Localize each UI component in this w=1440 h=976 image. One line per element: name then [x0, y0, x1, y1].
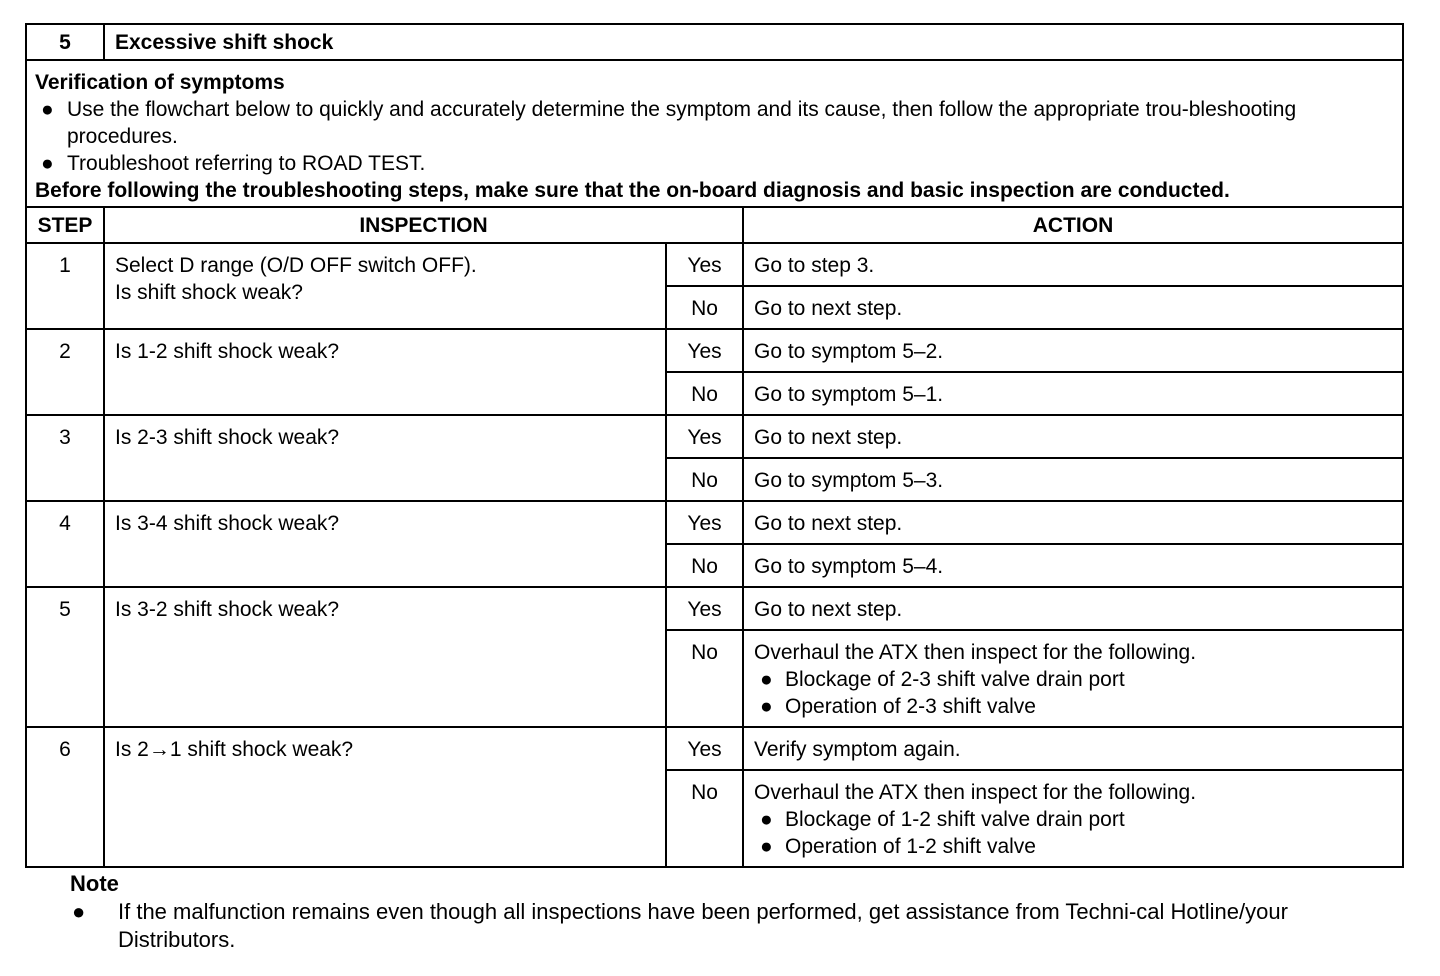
- yes-action: Go to step 3.: [743, 243, 1403, 286]
- no-action: Go to symptom 5–1.: [754, 383, 944, 406]
- no-action-cell: [743, 770, 1403, 867]
- verification-title: Verification of symptoms: [35, 71, 285, 94]
- step-yes-row: [26, 587, 1403, 630]
- inspection-cell: [104, 727, 666, 867]
- note-title: Note: [70, 871, 119, 896]
- verification-bullet-text: Troubleshoot referring to ROAD TEST.: [67, 152, 426, 175]
- action-sub-text: Operation of 2-3 shift valve: [785, 695, 1036, 718]
- prerequisite-note: Before following the troubleshooting steps, make sure that the on-board diagnosis and basic inspection are conducted.: [35, 179, 1230, 202]
- step-number: 1: [26, 243, 104, 329]
- no-action-cell: [743, 286, 1403, 329]
- action-sub-item: [754, 666, 1392, 693]
- inspection-text: Is 1-2 shift shock weak?: [115, 340, 340, 363]
- troubleshooting-document: [25, 23, 1402, 868]
- inspection-cell: [104, 329, 666, 415]
- no-action-cell: [743, 458, 1403, 501]
- inspection-cell: [104, 501, 666, 587]
- verification-row: [26, 60, 1403, 207]
- no-label: No: [666, 286, 743, 329]
- inspection-text: Select D range (O/D OFF switch OFF).: [115, 254, 477, 277]
- action-sub-item: [754, 806, 1392, 833]
- note-section: [70, 870, 1390, 954]
- column-header-row: [26, 207, 1403, 243]
- bullet-icon: ●: [760, 835, 773, 858]
- symptom-title: Excessive shift shock: [104, 24, 1403, 60]
- step-yes-row: [26, 243, 1403, 286]
- yes-label: Yes: [666, 329, 743, 372]
- inspection-text: Is shift shock weak?: [115, 281, 303, 304]
- step-yes-row: [26, 415, 1403, 458]
- no-action-cell: [743, 372, 1403, 415]
- step-yes-row: [26, 501, 1403, 544]
- step-number: 3: [26, 415, 104, 501]
- step-number: 5: [26, 587, 104, 727]
- yes-action: Go to symptom 5–2.: [743, 329, 1403, 372]
- no-action: Overhaul the ATX then inspect for the following.: [754, 781, 1197, 804]
- action-column-header: ACTION: [743, 207, 1403, 243]
- no-label: No: [666, 458, 743, 501]
- action-sub-item: [754, 693, 1392, 720]
- step-column-header: STEP: [26, 207, 104, 243]
- yes-label: Yes: [666, 415, 743, 458]
- symptom-header-row: [26, 24, 1403, 60]
- bullet-icon: ●: [41, 152, 54, 175]
- inspection-cell: [104, 243, 666, 329]
- step-number: 2: [26, 329, 104, 415]
- step-number: 4: [26, 501, 104, 587]
- inspection-text: Is 2→1 shift shock weak?: [115, 738, 354, 761]
- note-bullet: [70, 898, 1390, 954]
- yes-label: Yes: [666, 587, 743, 630]
- no-action: Go to symptom 5–4.: [754, 555, 944, 578]
- no-label: No: [666, 770, 743, 867]
- no-action-cell: [743, 544, 1403, 587]
- yes-action: Go to next step.: [743, 415, 1403, 458]
- step-number: 6: [26, 727, 104, 867]
- no-action-cell: [743, 630, 1403, 727]
- step-yes-row: [26, 727, 1403, 770]
- step-yes-row: [26, 329, 1403, 372]
- action-sub-text: Blockage of 2-3 shift valve drain port: [785, 668, 1125, 691]
- inspection-text: Is 3-4 shift shock weak?: [115, 512, 340, 535]
- no-label: No: [666, 630, 743, 727]
- inspection-cell: [104, 587, 666, 727]
- inspection-cell: [104, 415, 666, 501]
- action-sub-text: Blockage of 1-2 shift valve drain port: [785, 808, 1125, 831]
- yes-action: Go to next step.: [743, 501, 1403, 544]
- no-action: Go to symptom 5–3.: [754, 469, 944, 492]
- bullet-icon: ●: [760, 695, 773, 718]
- verification-bullet-text: Use the flowchart below to quickly and accurately determine the symptom and its cause, then follow the appropriate trou-bleshooting procedures.: [67, 98, 1297, 148]
- yes-label: Yes: [666, 727, 743, 770]
- inspection-text: Is 3-2 shift shock weak?: [115, 598, 340, 621]
- verification-section: [26, 60, 1403, 207]
- verification-bullet: [35, 96, 1394, 150]
- troubleshooting-table: [25, 23, 1404, 868]
- bullet-icon: ●: [41, 98, 54, 121]
- yes-label: Yes: [666, 243, 743, 286]
- yes-action: Verify symptom again.: [743, 727, 1403, 770]
- no-label: No: [666, 372, 743, 415]
- no-action: Overhaul the ATX then inspect for the following.: [754, 641, 1197, 664]
- no-action: Go to next step.: [754, 297, 903, 320]
- symptom-number: 5: [26, 24, 104, 60]
- inspection-text: Is 2-3 shift shock weak?: [115, 426, 340, 449]
- bullet-icon: ●: [72, 899, 86, 924]
- inspection-column-header: INSPECTION: [104, 207, 743, 243]
- yes-label: Yes: [666, 501, 743, 544]
- note-bullet-text: If the malfunction remains even though all inspections have been performed, get assistance from Techni-cal Hotline/your Distributors.: [118, 899, 1288, 952]
- action-sub-text: Operation of 1-2 shift valve: [785, 835, 1036, 858]
- bullet-icon: ●: [760, 668, 773, 691]
- verification-bullet: [35, 150, 1394, 177]
- no-label: No: [666, 544, 743, 587]
- action-sub-item: [754, 833, 1392, 860]
- yes-action: Go to next step.: [743, 587, 1403, 630]
- bullet-icon: ●: [760, 808, 773, 831]
